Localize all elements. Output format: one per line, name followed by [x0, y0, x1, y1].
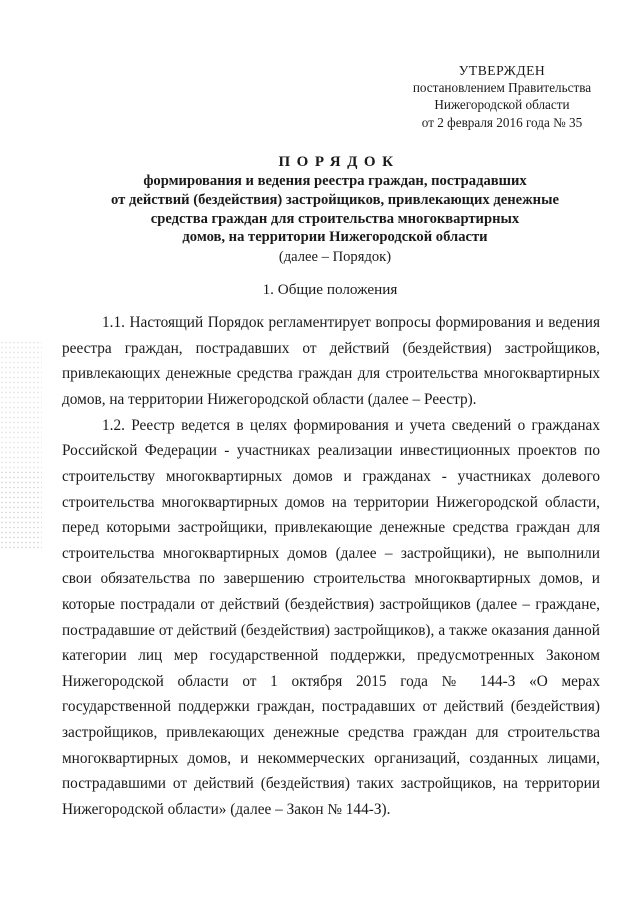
approval-line: от 2 февраля 2016 года № 35 — [421, 114, 583, 130]
document-subtitle-line: домов, на территории Нижегородской области — [182, 229, 488, 246]
document-subtitle-line: формирования и ведения реестра граждан, пострадавших — [143, 173, 527, 189]
document-body — [62, 310, 600, 822]
section-title: 1. Общие положения — [262, 281, 398, 298]
approval-stamp — [402, 62, 602, 131]
document-subtitle-line: от действий (бездействия) застройщиков, привлекающих денежные — [111, 191, 559, 208]
scan-noise — [0, 470, 42, 550]
approval-line: Нижегородской области — [434, 97, 570, 113]
document-subtitle-line: средства граждан для строительства многоквартирных — [150, 210, 520, 227]
document-title-block — [70, 152, 600, 267]
document-abbreviation: (далее – Порядок) — [278, 249, 392, 266]
approval-title: УТВЕРЖДЕН — [458, 63, 546, 78]
approval-line: постановлением Правительства — [412, 80, 592, 96]
document-heading: ПОРЯДОК — [278, 154, 400, 170]
paragraph: 1.2. Реестр ведется в целях формирования и учета сведений о гражданах Российской Федерации - участниках реализации инвестиционных проектов по строительству многоквартирных домов и гражданах - участниках долевого строительства многоквартирных домов на территории Нижегородской области, перед которыми застройщики, привлекающие денежные средства граждан для строительства многоквартирных домов (далее – застройщики), не выполнили свои обязательства по завершению строительства многоквартирных домов, и которые пострадали от действий (бездействия) застройщиков (далее – граждане, пострадавшие от действий (бездействия) застройщиков), а также оказания данной категории лиц мер государственной поддержки, предусмотренных Законом Нижегородской области от 1 октября 2015 года № 144-З «О мерах государственной поддержки граждан, пострадавших от действий (бездействия) застройщиков, привлекающих денежные средства граждан для строительства многоквартирных домов, и некоммерческих организаций, созданных лицами, пострадавшими от действий (бездействия) таких застройщиков, на территории Нижегородской области» (далее – Закон № 144-З). — [62, 416, 600, 818]
paragraph: 1.1. Настоящий Порядок регламентирует вопросы формирования и ведения реестра граждан, пострадавших от действий (бездействия) застройщиков, привлекающих денежные средства граждан для строительства многоквартирных домов, на территории Нижегородской области (далее – Реестр). — [62, 314, 600, 408]
